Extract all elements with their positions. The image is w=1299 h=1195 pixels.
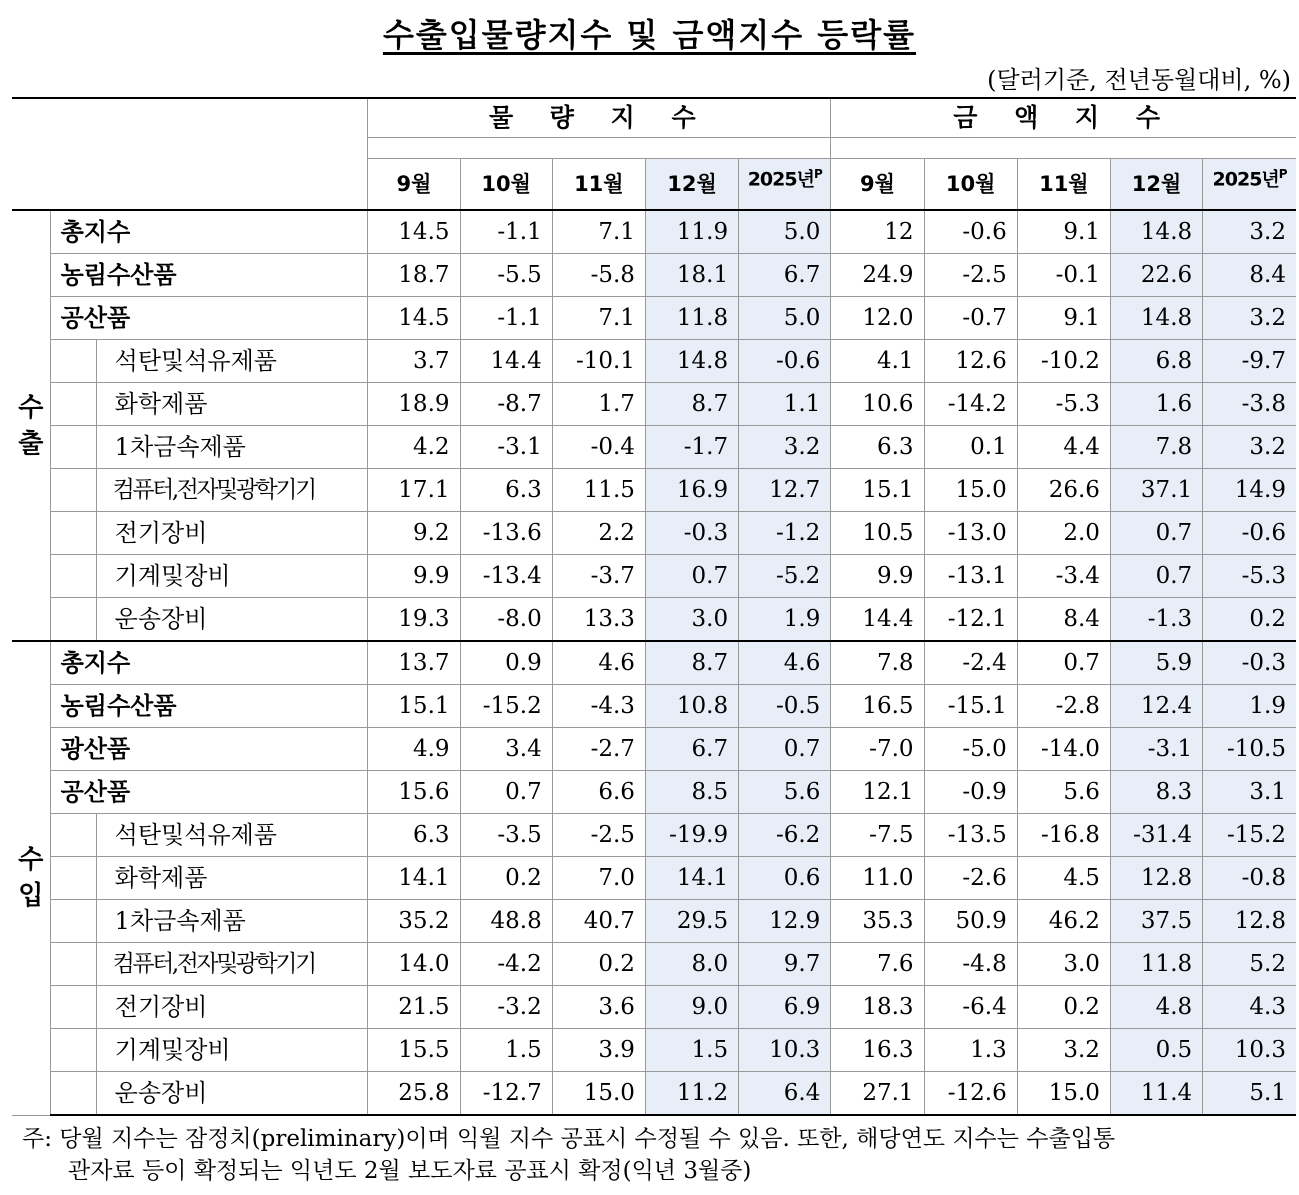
row-label: 컴퓨터,전자및광학기기 [96,943,368,986]
value-cell: 35.3 [831,900,924,943]
row-label: 농림수산품 [50,254,368,297]
volume-cell: 19.3 [368,598,460,642]
value-cell: -2.5 [924,254,1017,297]
volume-cell: 6.6 [552,771,645,814]
volume-cell: 3.2 [739,426,831,469]
volume-cell: 11.8 [645,297,738,340]
volume-cell: 14.8 [645,340,738,383]
volume-cell: -3.5 [460,814,552,857]
volume-cell: 8.5 [645,771,738,814]
volume-cell: -13.6 [460,512,552,555]
volume-cell: -13.4 [460,555,552,598]
volume-cell: 0.2 [552,943,645,986]
row-label: 석탄및석유제품 [96,340,368,383]
value-cell: -0.3 [1203,641,1296,685]
volume-cell: 3.6 [552,986,645,1029]
volume-cell: -5.2 [739,555,831,598]
value-cell: -0.1 [1017,254,1110,297]
value-cell: -0.6 [924,210,1017,254]
value-cell: 4.5 [1017,857,1110,900]
page-title: 수출입물량지수 및 금액지수 등락률 [382,16,917,54]
volume-cell: 7.0 [552,857,645,900]
table-row [12,1029,1296,1072]
indent-cell [50,426,96,469]
volume-cell: 14.1 [645,857,738,900]
volume-cell: 11.9 [645,210,738,254]
value-cell: -10.2 [1017,340,1110,383]
month-header: 11월 [552,159,645,211]
volume-cell: 7.1 [552,297,645,340]
row-label: 기계및장비 [96,1029,368,1072]
value-cell: 12.8 [1203,900,1296,943]
volume-cell: -2.7 [552,728,645,771]
value-cell: 4.1 [831,340,924,383]
volume-cell: 9.7 [739,943,831,986]
volume-cell: 0.2 [460,857,552,900]
row-label: 공산품 [50,771,368,814]
value-cell: 11.0 [831,857,924,900]
section-label: 수 출 [12,210,50,641]
volume-cell: 0.9 [460,641,552,685]
value-cell: 18.3 [831,986,924,1029]
volume-cell: 1.7 [552,383,645,426]
volume-cell: 13.3 [552,598,645,642]
volume-cell: -3.2 [460,986,552,1029]
volume-cell: 0.6 [739,857,831,900]
row-label: 1차금속제품 [96,900,368,943]
row-label: 기계및장비 [96,555,368,598]
year-label: 2025년 [1212,168,1279,191]
row-label: 운송장비 [96,598,368,642]
table-row [12,426,1296,469]
value-cell: 0.2 [1017,986,1110,1029]
value-cell: 9.1 [1017,210,1110,254]
value-cell: 3.2 [1203,297,1296,340]
value-cell: 1.3 [924,1029,1017,1072]
volume-cell: 6.7 [645,728,738,771]
value-cell: -3.8 [1203,383,1296,426]
volume-cell: 21.5 [368,986,460,1029]
value-cell: 0.1 [924,426,1017,469]
volume-cell: 25.8 [368,1072,460,1116]
value-cell: 3.1 [1203,771,1296,814]
value-cell: 8.4 [1017,598,1110,642]
volume-cell: -1.1 [460,210,552,254]
volume-cell: 14.5 [368,210,460,254]
year-header [739,159,831,211]
value-cell: 3.2 [1203,426,1296,469]
volume-cell: 6.3 [368,814,460,857]
volume-cell: 40.7 [552,900,645,943]
footnote-line-2: 관자료 등이 확정되는 익년도 2월 보도자료 공표시 확정(익년 3월중) [68,1158,752,1184]
volume-cell: 14.1 [368,857,460,900]
indent-cell [50,1029,96,1072]
value-cell: 0.7 [1017,641,1110,685]
table-row [12,254,1296,297]
volume-cell: 5.0 [739,297,831,340]
value-cell: 4.3 [1203,986,1296,1029]
table-row [12,685,1296,728]
header-corner [12,98,368,210]
volume-cell: 17.1 [368,469,460,512]
value-cell: 3.0 [1017,943,1110,986]
row-label: 전기장비 [96,512,368,555]
row-label: 농림수산품 [50,685,368,728]
row-label: 총지수 [50,210,368,254]
month-header: 12월 [1110,159,1202,211]
indent-cell [50,598,96,642]
value-cell: 15.0 [924,469,1017,512]
volume-cell: -1.7 [645,426,738,469]
volume-cell: 10.3 [739,1029,831,1072]
volume-cell: -1.1 [460,297,552,340]
value-cell: 12.6 [924,340,1017,383]
volume-cell: -4.3 [552,685,645,728]
value-cell: 8.4 [1203,254,1296,297]
month-header: 12월 [645,159,738,211]
value-cell: -31.4 [1110,814,1202,857]
month-header: 9월 [831,159,924,211]
value-cell: -6.4 [924,986,1017,1029]
value-cell: 5.1 [1203,1072,1296,1116]
value-cell: -5.0 [924,728,1017,771]
table-row [12,771,1296,814]
volume-cell: -4.2 [460,943,552,986]
value-cell: 1.9 [1203,685,1296,728]
row-label: 운송장비 [96,1072,368,1116]
value-cell: -9.7 [1203,340,1296,383]
group-volume-index: 물 량 지 수 [368,98,831,138]
value-cell: 24.9 [831,254,924,297]
volume-cell: -0.6 [739,340,831,383]
volume-cell: 1.5 [460,1029,552,1072]
month-header: 11월 [1017,159,1110,211]
volume-cell: 29.5 [645,900,738,943]
value-cell: 0.5 [1110,1029,1202,1072]
value-cell: 9.1 [1017,297,1110,340]
value-cell: -2.6 [924,857,1017,900]
value-cell: 37.1 [1110,469,1202,512]
table-row [12,383,1296,426]
value-cell: 15.1 [831,469,924,512]
value-cell: -0.8 [1203,857,1296,900]
value-cell: -12.1 [924,598,1017,642]
indent-cell [50,1072,96,1116]
value-cell: 1.6 [1110,383,1202,426]
indent-cell [50,555,96,598]
volume-cell: 14.4 [460,340,552,383]
group-value-index: 금 액 지 수 [831,98,1296,138]
row-label: 총지수 [50,641,368,685]
table-row [12,210,1296,254]
year-header [1203,159,1296,211]
volume-cell: 0.7 [739,728,831,771]
value-cell: 7.8 [831,641,924,685]
volume-cell: 48.8 [460,900,552,943]
row-label: 전기장비 [96,986,368,1029]
value-cell: -2.8 [1017,685,1110,728]
value-cell: -0.6 [1203,512,1296,555]
volume-cell: 5.0 [739,210,831,254]
value-cell: 46.2 [1017,900,1110,943]
table-row [12,986,1296,1029]
value-cell: 5.9 [1110,641,1202,685]
month-header: 10월 [924,159,1017,211]
volume-cell: 3.0 [645,598,738,642]
volume-cell: 6.4 [739,1072,831,1116]
table-row [12,598,1296,642]
value-cell: -14.0 [1017,728,1110,771]
volume-cell: -12.7 [460,1072,552,1116]
value-cell: -3.4 [1017,555,1110,598]
indent-cell [50,512,96,555]
section-label: 수 입 [12,641,50,1115]
value-cell: -4.8 [924,943,1017,986]
value-cell: -16.8 [1017,814,1110,857]
value-cell: 0.7 [1110,512,1202,555]
row-label: 화학제품 [96,857,368,900]
preliminary-mark: P [1278,167,1287,181]
volume-cell: -0.4 [552,426,645,469]
volume-cell: 3.7 [368,340,460,383]
table-row [12,555,1296,598]
preliminary-mark: P [813,167,822,181]
value-cell: 27.1 [831,1072,924,1116]
volume-cell: -3.1 [460,426,552,469]
value-cell: 12.1 [831,771,924,814]
row-label: 석탄및석유제품 [96,814,368,857]
table-row [12,814,1296,857]
unit-note: (달러기준, 전년동월대비, %) [987,66,1291,94]
volume-cell: 6.3 [460,469,552,512]
volume-cell: -5.8 [552,254,645,297]
value-cell: 7.8 [1110,426,1202,469]
value-cell: 4.4 [1017,426,1110,469]
value-cell: -1.3 [1110,598,1202,642]
month-header: 9월 [368,159,460,211]
value-cell: 14.8 [1110,297,1202,340]
table-row [12,900,1296,943]
value-cell: -15.2 [1203,814,1296,857]
volume-cell: 18.1 [645,254,738,297]
volume-cell: 13.7 [368,641,460,685]
table-row [12,857,1296,900]
volume-cell: 12.9 [739,900,831,943]
volume-cell: 15.1 [368,685,460,728]
value-cell: 10.3 [1203,1029,1296,1072]
value-cell: 12.4 [1110,685,1202,728]
volume-cell: -2.5 [552,814,645,857]
value-cell: -15.1 [924,685,1017,728]
footnote-line-1: 주: 당월 지수는 잠정치(preliminary)이며 익월 지수 공표시 수정될 수 있음. 또한, 해당연도 지수는 수출입통 [22,1126,1116,1152]
volume-cell: 16.9 [645,469,738,512]
value-cell: -5.3 [1203,555,1296,598]
value-cell: -3.1 [1110,728,1202,771]
value-cell: 22.6 [1110,254,1202,297]
value-cell: -14.2 [924,383,1017,426]
volume-cell: 6.7 [739,254,831,297]
index-table [12,97,1296,1116]
volume-cell: 1.9 [739,598,831,642]
value-cell: 14.4 [831,598,924,642]
value-cell: -10.5 [1203,728,1296,771]
volume-cell: 2.2 [552,512,645,555]
table-row [12,943,1296,986]
volume-cell: 8.0 [645,943,738,986]
table-row [12,469,1296,512]
header-spacer [368,138,831,159]
volume-cell: -0.5 [739,685,831,728]
row-label: 공산품 [50,297,368,340]
value-cell: -0.9 [924,771,1017,814]
volume-cell: 11.2 [645,1072,738,1116]
value-cell: 5.6 [1017,771,1110,814]
footnote [22,1123,1294,1187]
indent-cell [50,943,96,986]
value-cell: 7.6 [831,943,924,986]
volume-cell: 6.9 [739,986,831,1029]
volume-cell: 8.7 [645,641,738,685]
table-row [12,297,1296,340]
value-cell: 5.2 [1203,943,1296,986]
table-row [12,728,1296,771]
value-cell: 6.8 [1110,340,1202,383]
value-cell: 16.3 [831,1029,924,1072]
indent-cell [50,857,96,900]
value-cell: 8.3 [1110,771,1202,814]
value-cell: 2.0 [1017,512,1110,555]
value-cell: 15.0 [1017,1072,1110,1116]
indent-cell [50,469,96,512]
volume-cell: 5.6 [739,771,831,814]
volume-cell: -6.2 [739,814,831,857]
volume-cell: -1.2 [739,512,831,555]
indent-cell [50,986,96,1029]
value-cell: -7.5 [831,814,924,857]
table-row [12,340,1296,383]
volume-cell: 8.7 [645,383,738,426]
value-cell: -13.1 [924,555,1017,598]
value-cell: -13.5 [924,814,1017,857]
value-cell: 0.2 [1203,598,1296,642]
value-cell: -0.7 [924,297,1017,340]
month-header: 10월 [460,159,552,211]
volume-cell: 15.6 [368,771,460,814]
value-cell: 6.3 [831,426,924,469]
indent-cell [50,900,96,943]
volume-cell: 18.7 [368,254,460,297]
table-row [12,1072,1296,1116]
volume-cell: -19.9 [645,814,738,857]
value-cell: 26.6 [1017,469,1110,512]
indent-cell [50,383,96,426]
table-row [12,641,1296,685]
volume-cell: 15.5 [368,1029,460,1072]
volume-cell: -15.2 [460,685,552,728]
volume-cell: 4.2 [368,426,460,469]
volume-cell: 18.9 [368,383,460,426]
row-label: 화학제품 [96,383,368,426]
volume-cell: 3.9 [552,1029,645,1072]
volume-cell: 12.7 [739,469,831,512]
volume-cell: -10.1 [552,340,645,383]
volume-cell: 10.8 [645,685,738,728]
value-cell: 12.8 [1110,857,1202,900]
value-cell: -12.6 [924,1072,1017,1116]
volume-cell: 1.1 [739,383,831,426]
value-cell: -7.0 [831,728,924,771]
value-cell: 9.9 [831,555,924,598]
value-cell: 3.2 [1017,1029,1110,1072]
volume-cell: -0.3 [645,512,738,555]
volume-cell: 14.0 [368,943,460,986]
value-cell: 50.9 [924,900,1017,943]
value-cell: -5.3 [1017,383,1110,426]
volume-cell: 9.9 [368,555,460,598]
value-cell: 4.8 [1110,986,1202,1029]
value-cell: 0.7 [1110,555,1202,598]
volume-cell: -8.7 [460,383,552,426]
value-cell: -2.4 [924,641,1017,685]
value-cell: 14.8 [1110,210,1202,254]
volume-cell: 15.0 [552,1072,645,1116]
volume-cell: 7.1 [552,210,645,254]
volume-cell: 9.0 [645,986,738,1029]
value-cell: 10.5 [831,512,924,555]
value-cell: 14.9 [1203,469,1296,512]
volume-cell: 14.5 [368,297,460,340]
row-label: 컴퓨터,전자및광학기기 [96,469,368,512]
value-cell: 11.8 [1110,943,1202,986]
value-cell: 12.0 [831,297,924,340]
value-cell: 16.5 [831,685,924,728]
value-cell: 37.5 [1110,900,1202,943]
row-label: 광산품 [50,728,368,771]
value-cell: 11.4 [1110,1072,1202,1116]
volume-cell: 3.4 [460,728,552,771]
volume-cell: 0.7 [460,771,552,814]
value-cell: 3.2 [1203,210,1296,254]
table-row [12,512,1296,555]
indent-cell [50,340,96,383]
value-cell: -13.0 [924,512,1017,555]
year-label: 2025년 [747,168,814,191]
indent-cell [50,814,96,857]
volume-cell: 4.6 [739,641,831,685]
volume-cell: 4.6 [552,641,645,685]
volume-cell: 11.5 [552,469,645,512]
volume-cell: 4.9 [368,728,460,771]
value-cell: 12 [831,210,924,254]
volume-cell: 1.5 [645,1029,738,1072]
row-label: 1차금속제품 [96,426,368,469]
volume-cell: 0.7 [645,555,738,598]
volume-cell: 35.2 [368,900,460,943]
volume-cell: -5.5 [460,254,552,297]
volume-cell: 9.2 [368,512,460,555]
volume-cell: -8.0 [460,598,552,642]
volume-cell: -3.7 [552,555,645,598]
header-spacer [831,138,1296,159]
value-cell: 10.6 [831,383,924,426]
